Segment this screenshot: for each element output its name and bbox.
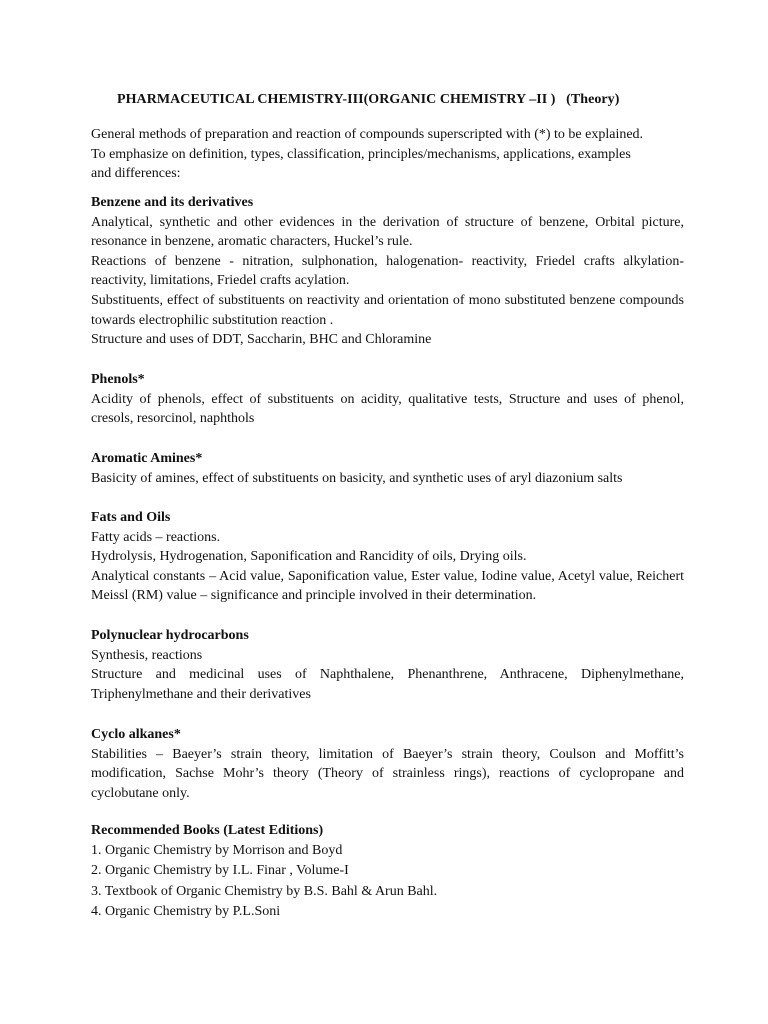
intro-block: [91, 125, 671, 184]
section-heading: Aromatic Amines*: [91, 451, 203, 466]
section-paragraph: Structure and medicinal uses of Naphthalene, Phenanthrene, Anthracene, Diphenylmethane, Triphenylmethane and their derivatives: [91, 667, 684, 702]
book-item: 3. Textbook of Organic Chemistry by B.S. Bahl & Arun Bahl.: [91, 883, 438, 899]
section-cyclo-alkanes: [91, 725, 684, 803]
section-heading: Recommended Books (Latest Editions): [91, 823, 324, 838]
section-heading: Fats and Oils: [91, 510, 171, 525]
book-item: 1. Organic Chemistry by Morrison and Boyd: [91, 842, 343, 858]
page-title: PHARMACEUTICAL CHEMISTRY-III(ORGANIC CHEMISTRY –II ) (Theory): [117, 92, 620, 107]
section-paragraph: Synthesis, reactions: [91, 647, 203, 663]
section-heading: Cyclo alkanes*: [91, 727, 181, 742]
section-fats-and-oils: [91, 508, 684, 606]
section-paragraph: Hydrolysis, Hydrogenation, Saponification and Rancidity of oils, Drying oils.: [91, 549, 527, 565]
section-polynuclear-hydrocarbons: [91, 626, 684, 704]
section-paragraph: Reactions of benzene - nitration, sulphonation, halogenation- reactivity, Friedel crafts alkylation- reactivity, limitations, Friedel crafts acylation.: [91, 253, 684, 289]
intro-line: To emphasize on definition, types, classification, principles/mechanisms, applications, examples: [91, 146, 631, 162]
intro-line: General methods of preparation and reaction of compounds superscripted with (*) to be explained.: [91, 127, 644, 142]
section-paragraph: Basicity of amines, effect of substituents on basicity, and synthetic uses of aryl diazonium salts: [91, 470, 623, 486]
section-heading: Benzene and its derivatives: [91, 195, 254, 210]
section-paragraph: Analytical constants – Acid value, Saponification value, Ester value, Iodine value, Acetyl value, Reichert Meissl (RM) value – significance and principle involved in their determination.: [91, 568, 684, 604]
book-item: 2. Organic Chemistry by I.L. Finar , Volume-I: [91, 863, 349, 879]
section-heading: Phenols*: [91, 372, 145, 387]
book-list: [91, 841, 684, 923]
section-paragraph: Structure and uses of DDT, Saccharin, BHC and Chloramine: [91, 332, 432, 348]
section-paragraph: Acidity of phenols, effect of substituents on acidity, qualitative tests, Structure and uses of phenol, cresols, resorcinol, naphthols: [91, 391, 684, 427]
section-aromatic-amines: [91, 449, 684, 488]
section-paragraph: Analytical, synthetic and other evidences in the derivation of structure of benzene, Orbital picture, resonance in benzene, aromatic characters, Huckel’s rule.: [91, 214, 684, 250]
book-item: 4. Organic Chemistry by P.L.Soni: [91, 904, 281, 920]
section-recommended-books: [91, 821, 684, 923]
section-benzene: [91, 193, 684, 350]
section-heading: Polynuclear hydrocarbons: [91, 628, 249, 643]
intro-line: and differences:: [91, 166, 181, 181]
section-paragraph: Fatty acids – reactions.: [91, 529, 221, 545]
section-paragraph: Stabilities – Baeyer’s strain theory, limitation of Baeyer’s strain theory, Coulson and Moffitt’s modification, Sachse Mohr’s theory (Theory of strainless rings), reactions of cyclopropane and cyclobutane only.: [91, 746, 684, 801]
section-phenols: [91, 370, 684, 429]
section-paragraph: Substituents, effect of substituents on reactivity and orientation of mono substituted benzene compounds towards electrophilic substitution reaction .: [91, 292, 684, 328]
